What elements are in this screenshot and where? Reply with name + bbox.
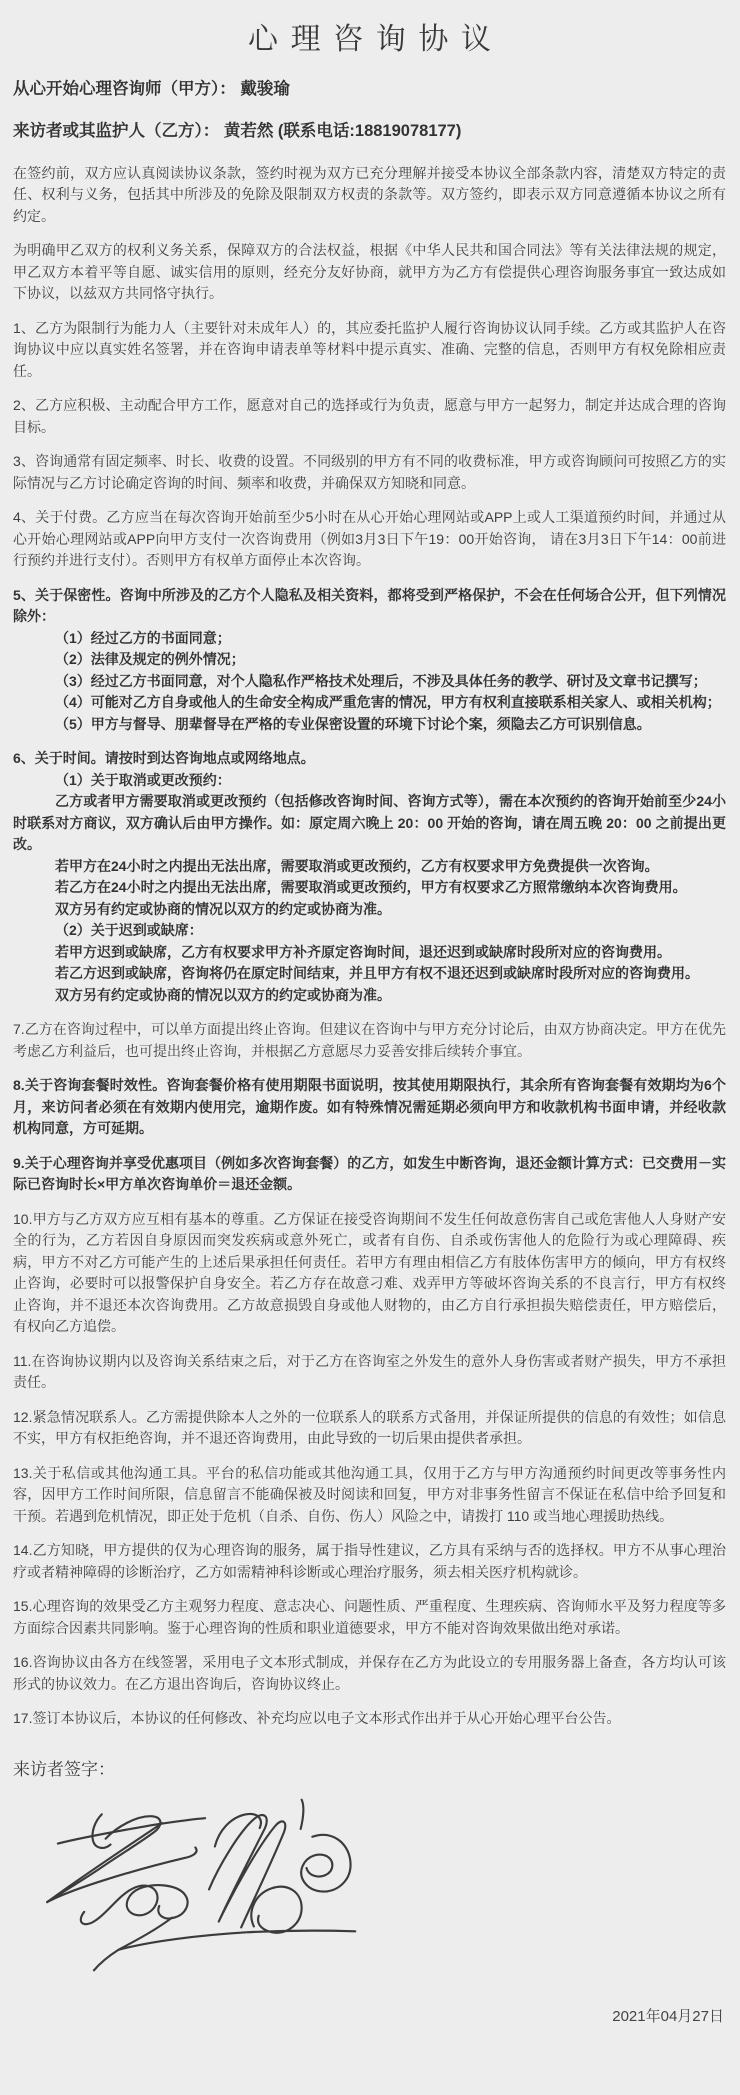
signature-stroke	[47, 1816, 196, 1902]
signature-stroke	[92, 1814, 110, 1848]
signature-stroke	[58, 1818, 205, 1843]
signature-stroke	[301, 1799, 304, 1828]
page-title: 心理咨询协议	[247, 23, 504, 56]
signature-stroke	[118, 1930, 355, 1949]
agreement-paragraph: 若甲方迟到或缺席，乙方有权要求甲方补齐原定咨询时间，退还迟到或缺席时段所对应的咨询费用。	[55, 943, 671, 960]
agreement-paragraph: （2）关于迟到或缺席：	[55, 922, 203, 939]
agreement-paragraph: （5）甲方与督导、朋辈督导在严格的专业保密设置的环境下讨论个案，须隐去乙方可识别信息。	[55, 715, 651, 732]
agreement-paragraph: 4、关于付费。乙方应当在每次咨询开始前至少5小时在从心开始心理网站或APP上或人工渠道预约时间，并通过从心开始心理网站或APP向甲方支付一次咨询费用（例如3月3日下午19：00开始咨询， 请在3月3日下午14：00前进行预约并进行支付）。否则甲方有权单方面停止本次咨询。	[13, 509, 726, 569]
agreement-paragraph: 12.紧急情况联系人。乙方需提供除本人之外的一位联系人的联系方式备用，并保证所提供的信息的有效性；如信息不实，甲方有权拒绝咨询，并不退还咨询费用，由此导致的一切后果由提供者承担。	[13, 1408, 726, 1447]
agreement-paragraph: 1、乙方为限制行为能力人（主要针对未成年人）的，其应委托监护人履行咨询协议认同手续。乙方或其监护人在咨询协议中应以真实姓名签署，并在咨询申请表单等材料中提示真实、准确、完整的信息，否则甲方有权免除相应责任。	[13, 319, 726, 379]
agreement-paragraph: 17.签订本协议后，本协议的任何修改、补充均应以电子文本形式作出并于从心开始心理平台公告。	[13, 1710, 621, 1727]
signature-stroke	[94, 1917, 172, 1970]
agreement-paragraph: 乙方或者甲方需要取消或更改预约（包括修改咨询时间、咨询方式等），需在本次预约的咨询开始前至少24小时联系对方商议，双方确认后由甲方操作。如：原定周六晚上 20：00 开始的咨询，请在周五晚 20：00 之前提出更改。	[13, 793, 726, 853]
signature-date: 2021年04月27日	[612, 2007, 724, 2025]
agreement-paragraph: 8.关于咨询套餐时效性。咨询套餐价格有使用期限书面说明，按其使用期限执行，其余所有咨询套餐有效期均为6个月，来访问者必须在有效期内使用完，逾期作废。如有特殊情况需延期必须向甲方和收款机构书面申请，并经收款机构同意，方可延期。	[13, 1077, 726, 1137]
agreement-paragraph: （1）关于取消或更改预约：	[55, 771, 231, 788]
agreement-paragraph: 9.关于心理咨询并享受优惠项目（例如多次咨询套餐）的乙方，如发生中断咨询，退还金额计算方式：已交费用－实际已咨询时长×甲方单次咨询单价＝退还金额。	[13, 1154, 726, 1193]
agreement-paragraph: （3）经过乙方书面同意，对个人隐私作严格技术处理后，不涉及具体任务的教学、研讨及文章书记撰写；	[55, 672, 707, 689]
visitor-signature-label: 来访者签字：	[13, 1759, 115, 1779]
agreement-paragraph: 若乙方迟到或缺席，咨询将仍在原定时间结束，并且甲方有权不退还迟到或缺席时段所对应的咨询费用。	[55, 965, 699, 982]
agreement-paragraph: 为明确甲乙双方的权利义务关系，保障双方的合法权益，根据《中华人民共和国合同法》等有关法律法规的规定，甲乙双方本着平等自愿、诚实信用的原则，经充分友好协商，就甲方为乙方有偿提供心理咨询服务事宜一致达成如下协议，以兹双方共同恪守执行。	[13, 242, 726, 302]
agreement-paragraph: 2、乙方应积极、主动配合甲方工作，愿意对自己的选择或行为负责，愿意与甲方一起努力，制定并达成合理的咨询目标。	[13, 397, 726, 435]
visitor-signature-scribble	[19, 1788, 399, 1983]
agreement-paragraph: 5、关于保密性。咨询中所涉及的乙方个人隐私及相关资料，都将受到严格保护，不会在任何场合公开，但下列情况除外：	[13, 586, 726, 625]
agreement-paragraph: 11.在咨询协议期内以及咨询关系结束之后，对于乙方在咨询室之外发生的意外人身伤害或者财产损失，甲方不承担责任。	[13, 1352, 726, 1391]
agreement-paragraph: 7.乙方在咨询过程中，可以单方面提出终止咨询。但建议在咨询中与甲方充分讨论后，由双方协商决定。甲方在优先考虑乙方利益后，也可提出终止咨询，并根据乙方意愿尽力妥善安排后续转介事宜。	[13, 1021, 726, 1059]
agreement-paragraph: 在签约前，双方应认真阅读协议条款，签约时视为双方已充分理解并接受本协议全部条款内容，清楚双方特定的责任、权利与义务，包括其中所涉及的免除及限制双方权责的条款等。双方签约，即表示双方同意遵循本协议之所有约定。	[13, 164, 726, 224]
agreement-paragraph: 双方另有约定或协商的情况以双方的约定或协商为准。	[55, 986, 391, 1003]
agreement-body	[13, 163, 726, 1730]
agreement-paragraph: 若甲方在24小时之内提出无法出席，需要取消或更改预约，乙方有权要求甲方免费提供一次咨询。	[55, 857, 659, 874]
signature-stroke	[47, 1823, 162, 1902]
party-a-line: 从心开始心理咨询师（甲方）： 戴骏瑜	[13, 80, 290, 98]
agreement-paragraph: 16.咨询协议由各方在线签署，采用电子文本形式制成，并保存在乙方为此设立的专用服务器上备查，各方均认可该形式的协议效力。在乙方退出咨询后，咨询协议终止。	[13, 1654, 726, 1692]
signature-stroke	[301, 1834, 350, 1891]
agreement-paragraph: （1）经过乙方的书面同意；	[55, 629, 231, 646]
agreement-paragraph: 10.甲方与乙方双方应互相有基本的尊重。乙方保证在接受咨询期间不发生任何故意伤害自己或危害他人人身财产安全的行为，乙方若因自身原因而突发疾病或意外死亡，或者有自伤、自杀或伤害他人的危险行为或心理障碍、疾病，甲方不对乙方可能产生的上述后果承担任何责任。若甲方有理由相信乙方有肢体伤害甲方的倾向，甲方有权终止咨询，必要时可以报警保护自身安全。若乙方存在故意刁难、戏弄甲方等破坏咨询关系的不良言行，甲方有权终止咨询，并不退还本次咨询费用。乙方故意损毁自身或他人财物的，由乙方自行承担损失赔偿责任，甲方赔偿后，有权向乙方追偿。	[13, 1210, 726, 1335]
agreement-paragraph: （2）法律及规定的例外情况；	[55, 651, 245, 668]
agreement-paragraph: 3、咨询通常有固定频率、时长、收费的设置。不同级别的甲方有不同的收费标准，甲方或咨询顾问可按照乙方的实际情况与乙方讨论确定咨询的时间、频率和收费，并确保双方知晓和同意。	[13, 453, 726, 491]
agreement-paragraph: （4）可能对乙方自身或他人的生命安全构成严重危害的情况，甲方有权利直接联系相关家人、或相关机构；	[55, 694, 721, 711]
party-b-line: 来访者或其监护人（乙方）： 黄若然 (联系电话:18819078177)	[13, 122, 462, 141]
agreement-paragraph: 若乙方在24小时之内提出无法出席，需要取消或更改预约，甲方有权要求乙方照常缴纳本次咨询费用。	[55, 879, 687, 896]
agreement-paragraph: 13.关于私信或其他沟通工具。平台的私信功能或其他沟通工具，仅用于乙方与甲方沟通预约时间更改等事务性内容，因甲方工作时间所限，信息留言不能确保被及时阅读和回复，甲方对非事务性留言不保证在私信中给予回复和干预。若遇到危机情况，即正处于危机（自杀、自伤、伤人）风险之中，请拨打 110 或当地心理援助热线。	[13, 1464, 726, 1524]
agreement-paragraph: 双方另有约定或协商的情况以双方的约定或协商为准。	[55, 900, 391, 917]
agreement-paragraph: 15.心理咨询的效果受乙方主观努力程度、意志决心、问题性质、严重程度、生理疾病、咨询师水平及努力程度等多方面综合因素共同影响。鉴于心理咨询的性质和职业道德要求，甲方不能对咨询效果做出绝对承诺。	[13, 1598, 726, 1636]
signature-stroke	[251, 1886, 301, 1932]
agreement-paragraph: 14.乙方知晓，甲方提供的仅为心理咨询的服务，属于指导性建议，乙方具有采纳与否的选择权。甲方不从事心理治疗或者精神障碍的诊断治疗，乙方如需精神科诊断或心理治疗服务，须去相关医疗机构就诊。	[13, 1542, 726, 1580]
agreement-paragraph: 6、关于时间。请按时到达咨询地点或网络地点。	[13, 750, 315, 767]
